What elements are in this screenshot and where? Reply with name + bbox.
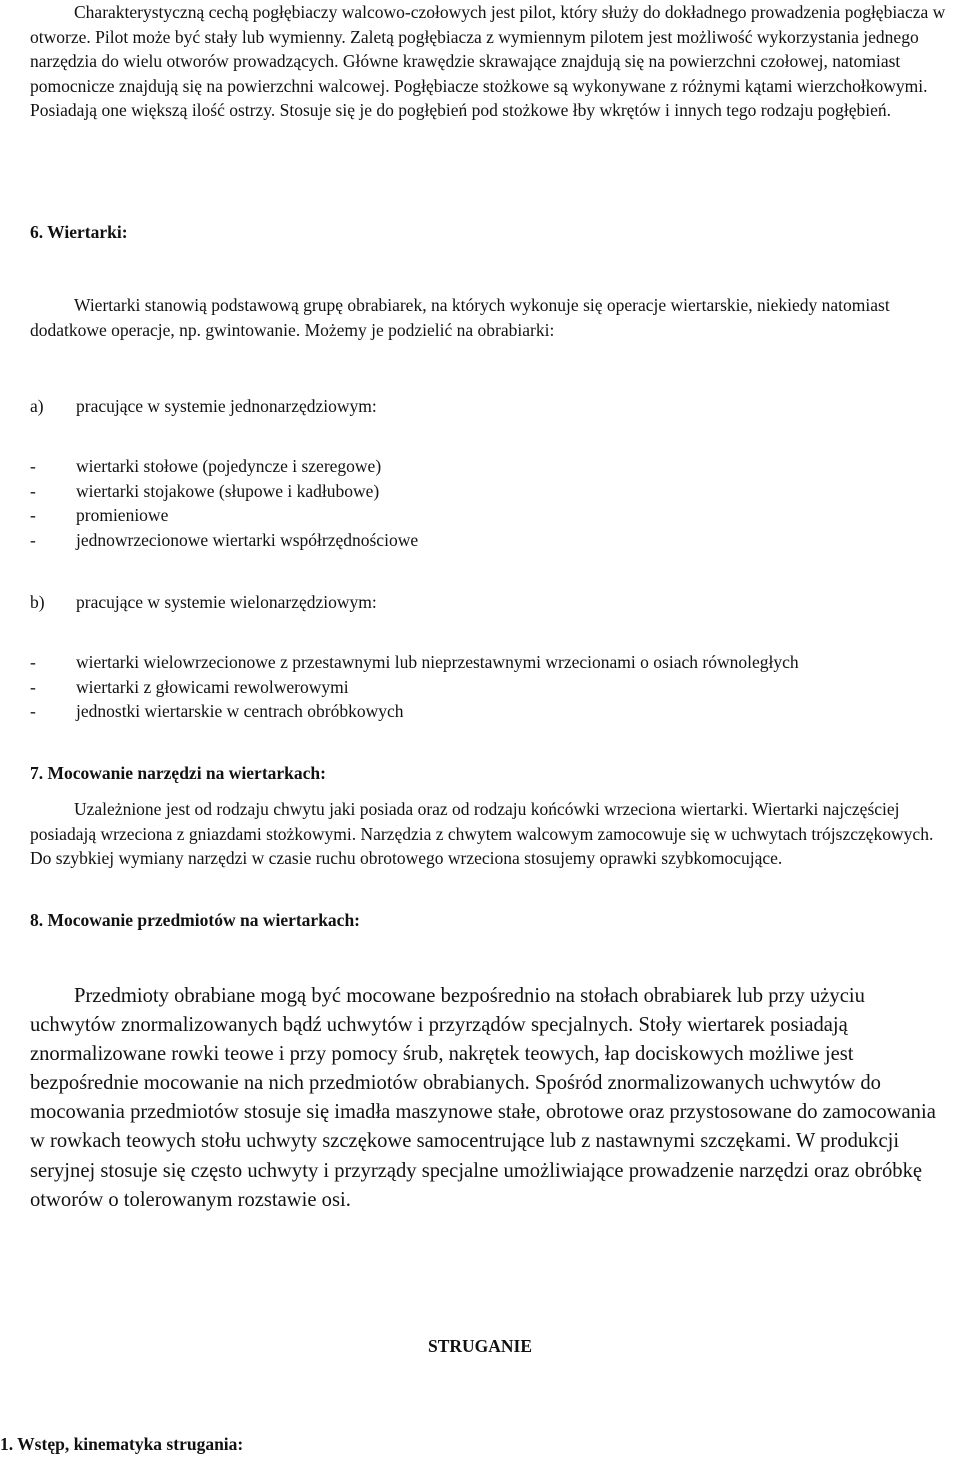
list-item <box>30 699 955 724</box>
list-item <box>30 394 955 419</box>
list-marker: - <box>30 676 36 697</box>
list-text: wiertarki stołowe (pojedyncze i szeregowe) <box>76 456 382 476</box>
list-item <box>30 675 955 700</box>
list-marker: b) <box>30 592 45 612</box>
list-marker: - <box>30 480 36 501</box>
list-item <box>30 503 955 528</box>
heading-wstep-kinematyka: 1. Wstęp, kinematyka strugania: <box>0 1434 244 1454</box>
list-text: wiertarki z głowicami rewolwerowymi <box>76 676 349 697</box>
list-marker: - <box>30 505 36 525</box>
list-b-heading <box>30 590 955 615</box>
section-title-struganie: STRUGANIE <box>427 1336 533 1356</box>
list-marker: - <box>30 701 36 721</box>
list-a-heading <box>30 394 955 419</box>
paragraph-countersinks: Charakterystyczną cechą pogłębiaczy walcowo-czołowych jest pilot, który służy do dokładnego prowadzenia pogłębiacza w otworze. Pilot może być stały lub wymienny. Zaletą pogłębiacza z wymiennym pilotem jest możliwość wykorzystania jednego narzędzia do wielu otworów prowadzących. Główne krawędzie skrawające znajdują się na powierzchni czołowej, natomiast pomocnicze znajdują się na powierzchni walcowej. Pogłębiacze stożkowe są wykonywane z różnymi kątami wierzchołkowymi. Posiadają one większą ilość ostrzy. Stosuje się je do pogłębień pod stożkowe łby wkrętów i innych tego rodzaju pogłębień. <box>30 2 946 120</box>
list-a-items <box>30 454 955 552</box>
paragraph-mocowanie-narzedzi: Uzależnione jest od rodzaju chwytu jaki posiada oraz od rodzaju końcówki wrzeciona wiertarki. Wiertarki najczęściej posiadają wrzeciona z gniazdami stożkowymi. Narzędzia z chwytem walcowym zamocowuje się w uchwytach trójszczękowych. Do szybkiej wymiany narzędzi w czasie ruchu obrotowego wrzeciona stosujemy oprawki szybkomocujące. <box>30 799 934 868</box>
list-item <box>30 479 955 504</box>
list-text: wiertarki stojakowe (słupowe i kadłubowe) <box>76 480 380 501</box>
paragraph-wiertarki-intro: Wiertarki stanowią podstawową grupę obrabiarek, na których wykonuje się operacje wiertarskie, niekiedy natomiast dodatkowe operacje, np. gwintowanie. Możemy je podzielić na obrabiarki: <box>30 295 890 340</box>
list-marker: - <box>30 652 36 672</box>
heading-mocowanie-narzedzi: 7. Mocowanie narzędzi na wiertarkach: <box>30 763 326 783</box>
list-marker: a) <box>30 396 44 416</box>
list-text: jednowrzecionowe wiertarki współrzędnościowe <box>76 529 419 550</box>
list-item <box>30 590 955 615</box>
list-marker: - <box>30 456 36 476</box>
list-text: promieniowe <box>76 505 169 525</box>
list-item <box>30 454 955 479</box>
list-text: jednostki wiertarskie w centrach obróbkowych <box>76 701 404 721</box>
list-b-items <box>30 650 955 724</box>
heading-mocowanie-przedmiotow: 8. Mocowanie przedmiotów na wiertarkach: <box>30 910 361 930</box>
heading-wiertarki: 6. Wiertarki: <box>30 222 128 242</box>
list-marker: - <box>30 529 36 550</box>
list-text: pracujące w systemie jednonarzędziowym: <box>76 396 377 416</box>
list-text: wiertarki wielowrzecionowe z przestawnymi lub nieprzestawnymi wrzecionami o osiach równoległych <box>76 652 799 672</box>
paragraph-mocowanie-przedmiotow: Przedmioty obrabiane mogą być mocowane bezpośrednio na stołach obrabiarek lub przy użyciu uchwytów znormalizowanych bądź uchwytów i przyrządów specjalnych. Stoły wiertarek posiadają znormalizowane rowki teowe i przy pomocy śrub, nakrętek teowych, łap dociskowych możliwe jest bezpośrednie mocowanie na nich przedmiotów obrabianych. Spośród znormalizowanych uchwytów do mocowania przedmiotów stosuje się imadła maszynowe stałe, obrotowe oraz przystosowane do zamocowania w rowkach teowych stołu uchwyty szczękowe samocentrujące lub z nastawnymi szczękami. W produkcji seryjnej stosuje się często uchwyty i przyrządy specjalne umożliwiające prowadzenie narzędzi oraz obróbkę otworów o tolerowanym rozstawie osi. <box>30 985 936 1211</box>
list-text: pracujące w systemie wielonarzędziowym: <box>76 592 377 612</box>
list-item <box>30 528 955 553</box>
list-item <box>30 650 955 675</box>
